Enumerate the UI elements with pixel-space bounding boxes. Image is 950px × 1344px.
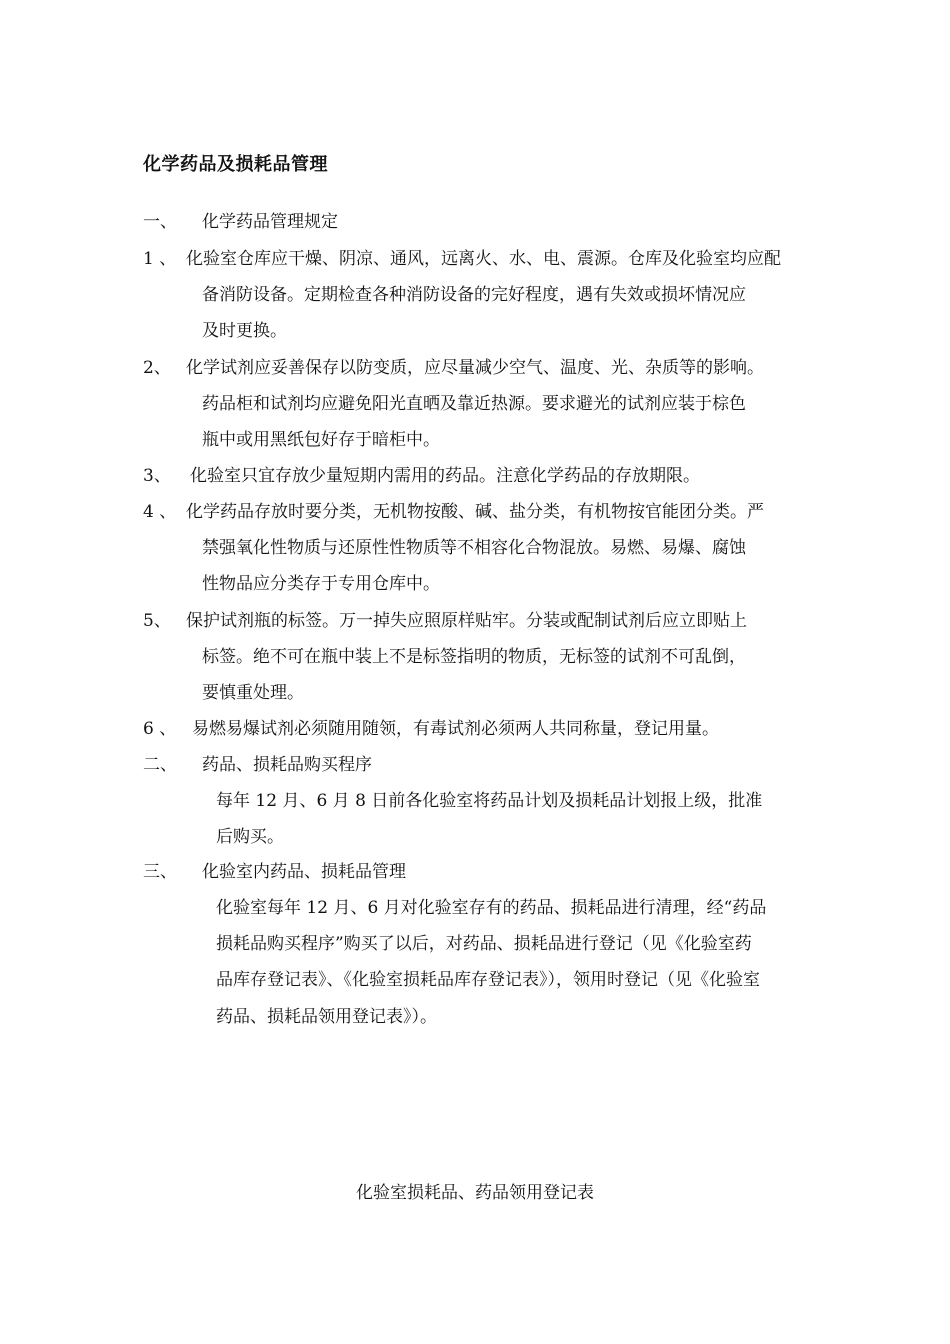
rule-line: 化验室只宜存放少量短期内需用的药品。注意化学药品的存放期限。: [190, 466, 700, 486]
paragraph-line: 品库存登记表》、《化验室损耗品库存登记表》），领用时登记（见《化验室: [216, 970, 760, 990]
table-title: 化验室损耗品、药品领用登记表: [356, 1183, 594, 1203]
rule-line: 禁强氧化性物质与还原性性物质等不相容化合物混放。易燃、易爆、腐蚀: [202, 538, 746, 558]
rule-line: 性物品应分类存于专用仓库中。: [202, 574, 440, 594]
rule-line: 要慎重处理。: [202, 683, 304, 703]
section-heading-text: 化学药品管理规定: [202, 212, 338, 232]
rule-line: 易燃易爆试剂必须随用随领，有毒试剂必须两人共同称量，登记用量。: [192, 719, 719, 739]
rule-marker: 6 、: [143, 719, 177, 739]
rule-line: 标签。绝不可在瓶中装上不是标签指明的物质，无标签的试剂不可乱倒，: [202, 647, 746, 667]
section-heading-text: 化验室内药品、损耗品管理: [202, 862, 406, 882]
rule-line: 瓶中或用黑纸包好存于暗柜中。: [202, 430, 440, 450]
rule-marker: 3、: [143, 466, 171, 486]
rule-line: 化学药品存放时要分类，无机物按酸、碱、盐分类，有机物按官能团分类。严: [186, 502, 764, 522]
rule-line: 备消防设备。定期检查各种消防设备的完好程度，遇有失效或损坏情况应: [202, 285, 746, 305]
paragraph-line: 每年 12 月、6 月 8 日前各化验室将药品计划及损耗品计划报上级，批准: [216, 791, 763, 811]
rule-marker: 2、: [143, 358, 171, 378]
document-title: 化学药品及损耗品管理: [143, 154, 328, 175]
paragraph-line: 损耗品购买程序”购买了以后，对药品、损耗品进行登记（见《化验室药: [216, 934, 752, 954]
rule-line: 化验室仓库应干燥、阴凉、通风，远离火、水、电、震源。仓库及化验室均应配: [186, 249, 781, 269]
paragraph-line: 药品、损耗品领用登记表》）。: [216, 1007, 437, 1027]
rule-marker: 1 、: [143, 249, 177, 269]
rule-line: 化学试剂应妥善保存以防变质，应尽量减少空气、温度、光、杂质等的影响。: [186, 358, 764, 378]
section-heading-text: 药品、损耗品购买程序: [202, 755, 372, 775]
paragraph-line: 化验室每年 12 月、6 月对化验室存有的药品、损耗品进行清理，经“药品: [216, 898, 767, 918]
rule-line: 药品柜和试剂均应避免阳光直晒及靠近热源。要求避光的试剂应装于棕色: [202, 394, 746, 414]
rule-marker: 4 、: [143, 502, 177, 522]
rule-line: 及时更换。: [202, 321, 287, 341]
paragraph-line: 后购买。: [216, 827, 284, 847]
section-marker: 一、: [143, 212, 177, 232]
rule-marker: 5、: [143, 611, 171, 631]
section-marker: 二、: [143, 755, 177, 775]
section-marker: 三、: [143, 862, 177, 882]
rule-line: 保护试剂瓶的标签。万一掉失应照原样贴牢。分装或配制试剂后应立即贴上: [186, 611, 747, 631]
